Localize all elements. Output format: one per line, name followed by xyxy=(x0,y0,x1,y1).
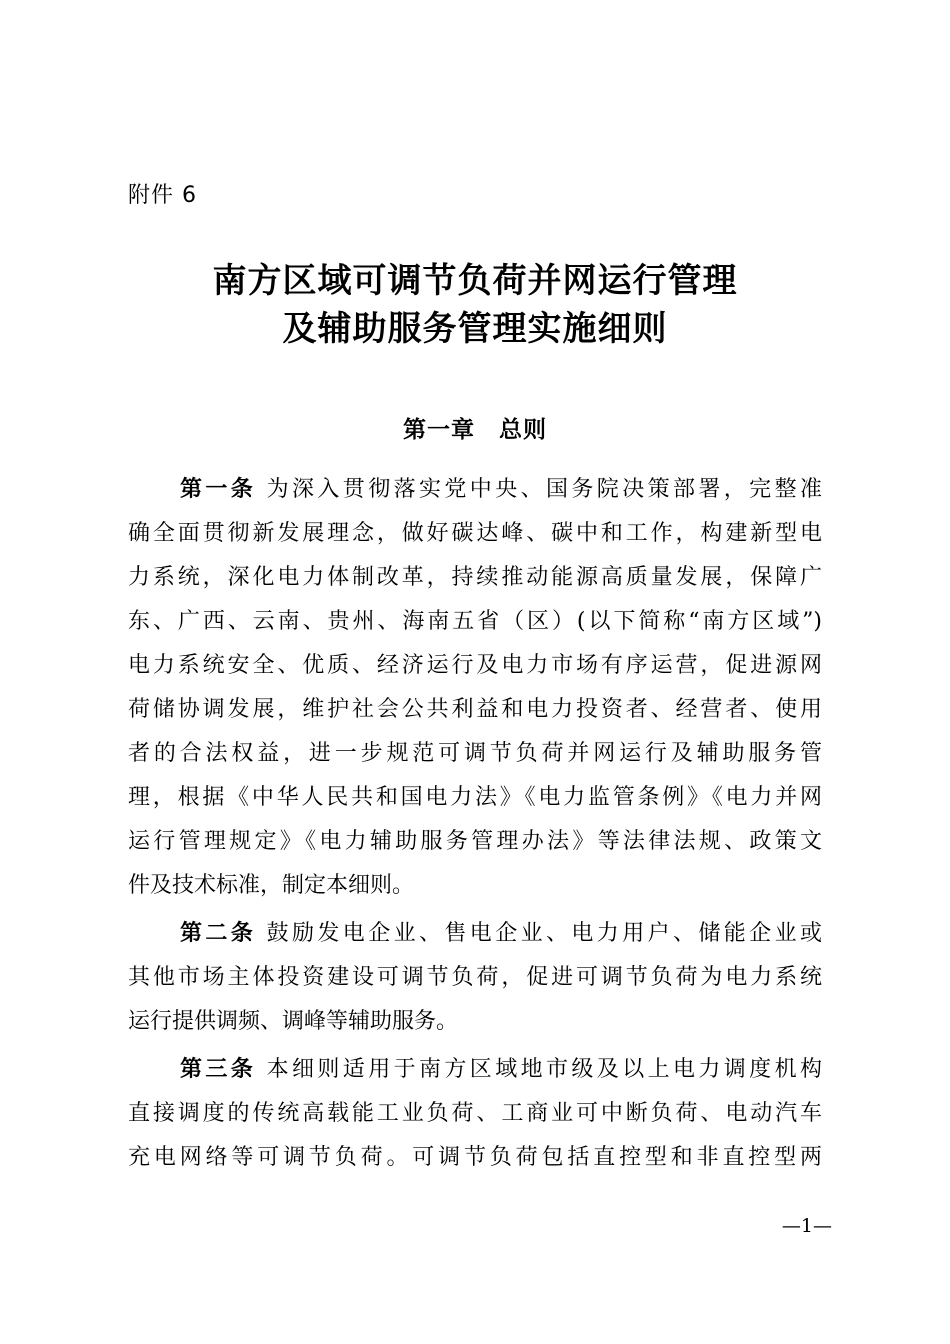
article-3-line-3: 充电网络等可调节负荷。可调节负荷包括直控型和非直控型两 xyxy=(128,1145,822,1170)
article-2-line-1 xyxy=(180,912,822,956)
article-1-text: 为深入贯彻落实党中央、国务院决策部署，完整准 xyxy=(256,477,822,502)
article-3-line-2: 直接调度的传统高载能工业负荷、工商业可中断负荷、电动汽车 xyxy=(128,1101,822,1126)
document-title-line-2: 及辅助服务管理实施细则 xyxy=(282,309,668,349)
article-2-line-3: 运行提供调频、调峰等辅助服务。 xyxy=(128,1009,459,1034)
document-title-line-1: 南方区域可调节负荷并网运行管理 xyxy=(212,261,738,301)
article-1-line-2: 确全面贯彻新发展理念，做好碳达峰、碳中和工作，构建新型电 xyxy=(128,521,822,546)
article-1-line-5: 电力系统安全、优质、经济运行及电力市场有序运营，促进源网 xyxy=(128,653,822,678)
chapter-heading: 第一章 总则 xyxy=(403,417,547,443)
article-3-label: 第三条 xyxy=(180,1057,257,1082)
article-1-line-4: 东、广西、云南、贵州、海南五省（区）(以下简称“南方区域”) xyxy=(128,609,822,634)
article-1-label: 第一条 xyxy=(180,477,257,502)
article-1-line-9: 运行管理规定》《电力辅助服务管理办法》等法律法规、政策文 xyxy=(128,829,822,854)
page-number: —1— xyxy=(781,1215,832,1237)
attachment-label: 附件 6 xyxy=(128,183,197,208)
article-1-line-6: 荷储协调发展，维护社会公共利益和电力投资者、经营者、使用 xyxy=(128,697,822,722)
article-1-line-7: 者的合法权益，进一步规范可调节负荷并网运行及辅助服务管 xyxy=(128,741,822,766)
article-2-label: 第二条 xyxy=(180,921,257,946)
article-1-line-10: 件及技术标准，制定本细则。 xyxy=(128,873,415,898)
article-1-line-1 xyxy=(180,468,822,512)
article-2-line-2: 其他市场主体投资建设可调节负荷，促进可调节负荷为电力系统 xyxy=(128,965,822,990)
article-2-text: 鼓励发电企业、售电企业、电力用户、储能企业或 xyxy=(256,921,822,946)
article-3-line-1 xyxy=(180,1048,822,1092)
article-1-line-8: 理，根据《中华人民共和国电力法》《电力监管条例》《电力并网 xyxy=(128,785,822,810)
article-1-line-3: 力系统，深化电力体制改革，持续推动能源高质量发展，保障广 xyxy=(128,565,822,590)
article-3-text: 本细则适用于南方区域地市级及以上电力调度机构 xyxy=(256,1057,822,1082)
